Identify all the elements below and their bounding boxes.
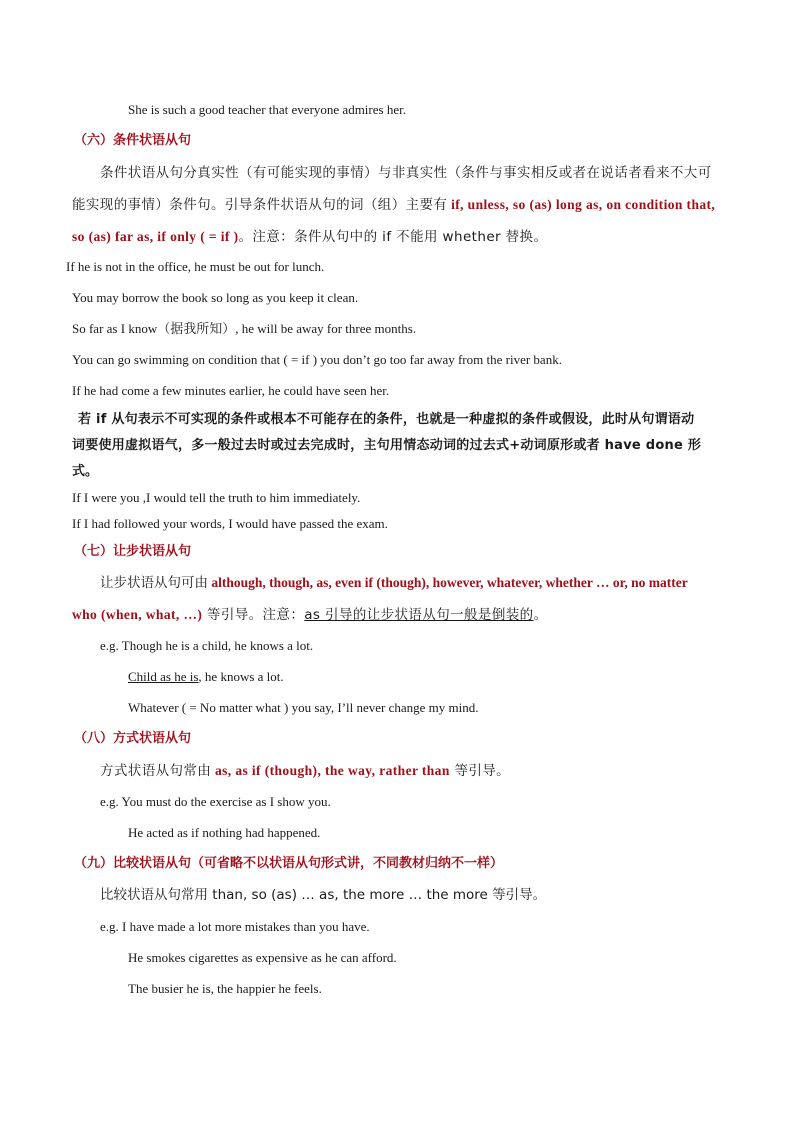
note-line: 若 if 从句表示不可实现的条件或根本不可能存在的条件，也就是一种虚拟的条件或假设，此时从句谓语动 [78, 412, 695, 427]
underlined-phrase: Child as he is [128, 669, 199, 684]
example-sentence: You can go swimming on condition that ( = if ) you don’t go too far away from the river bank. [72, 352, 562, 367]
example-sentence: If I had followed your words, I would have passed the exam. [72, 516, 388, 531]
keyword-list: who (when, what, …) [72, 607, 203, 622]
note-line: 式。 [72, 464, 99, 479]
section-heading-comparison: （九）比较状语从句（可省略不以状语从句形式讲，不同教材归纳不一样） [74, 856, 504, 871]
paragraph-text: 等引导。 [449, 763, 511, 779]
paragraph-text: 。 [533, 607, 548, 623]
paragraph-line [72, 196, 715, 214]
paragraph-line [72, 606, 547, 624]
underlined-note: as 引导的让步状语从句一般是倒装的 [304, 607, 534, 623]
paragraph-line [100, 574, 688, 592]
example-sentence: You may borrow the book so long as you keep it clean. [72, 290, 359, 305]
example-sentence: So far as I know（据我所知）, he will be away for three months. [72, 321, 417, 336]
example-sentence: He smokes cigarettes as expensive as he can afford. [128, 950, 397, 965]
keyword-list: so (as) far as, if only ( = if ) [72, 229, 239, 244]
paragraph-line: 比较状语从句常用 than, so (as) … as, the more … the more 等引导。 [100, 887, 547, 903]
example-sentence: If he is not in the office, he must be out for lunch. [66, 259, 325, 274]
section-heading-concession: （七）让步状语从句 [74, 544, 192, 559]
paragraph-line [72, 228, 547, 246]
paragraph-line: 条件状语从句分真实性（有可能实现的事情）与非真实性（条件与事实相反或者在说话者看来不大可 [100, 165, 712, 181]
paragraph-text: 方式状语从句常由 [100, 763, 212, 779]
section-heading-manner: （八）方式状语从句 [74, 731, 192, 746]
example-sentence: e.g. I have made a lot more mistakes than you have. [100, 919, 370, 934]
paragraph-text: 等引导。注意： [202, 607, 305, 623]
sentence-text: , he knows a lot. [198, 669, 284, 684]
paragraph-text: 能实现的事情）条件句。引导条件状语从句的词（组）主要有 [72, 197, 448, 213]
example-sentence: If he had come a few minutes earlier, he could have seen her. [72, 383, 390, 398]
keyword-list: if, unless, so (as) long as, on condition that, [447, 197, 716, 212]
example-sentence [128, 668, 284, 686]
example-sentence: He acted as if nothing had happened. [128, 825, 321, 840]
paragraph-line [100, 762, 510, 780]
example-sentence: If I were you ,I would tell the truth to him immediately. [72, 490, 361, 505]
paragraph-text: 让步状语从句可由 [100, 575, 208, 591]
example-sentence: Whatever ( = No matter what ) you say, I’ll never change my mind. [128, 700, 479, 715]
example-sentence: She is such a good teacher that everyone admires her. [128, 102, 406, 117]
keyword-list: although, though, as, even if (though), however, whatever, whether … or, no matter [208, 575, 688, 590]
section-heading-conditional: （六）条件状语从句 [74, 133, 192, 148]
example-sentence: e.g. Though he is a child, he knows a lot. [100, 638, 314, 653]
note-line: 词要使用虚拟语气，多一般过去时或过去完成时，主句用情态动词的过去式+动词原形或者 have done 形 [72, 438, 702, 453]
example-sentence: The busier he is, the happier he feels. [128, 981, 322, 996]
keyword-list: as, as if (though), the way, rather than [211, 763, 450, 778]
paragraph-text: 。注意：条件从句中的 if 不能用 whether 替换。 [238, 229, 548, 245]
example-sentence: e.g. You must do the exercise as I show you. [100, 794, 331, 809]
